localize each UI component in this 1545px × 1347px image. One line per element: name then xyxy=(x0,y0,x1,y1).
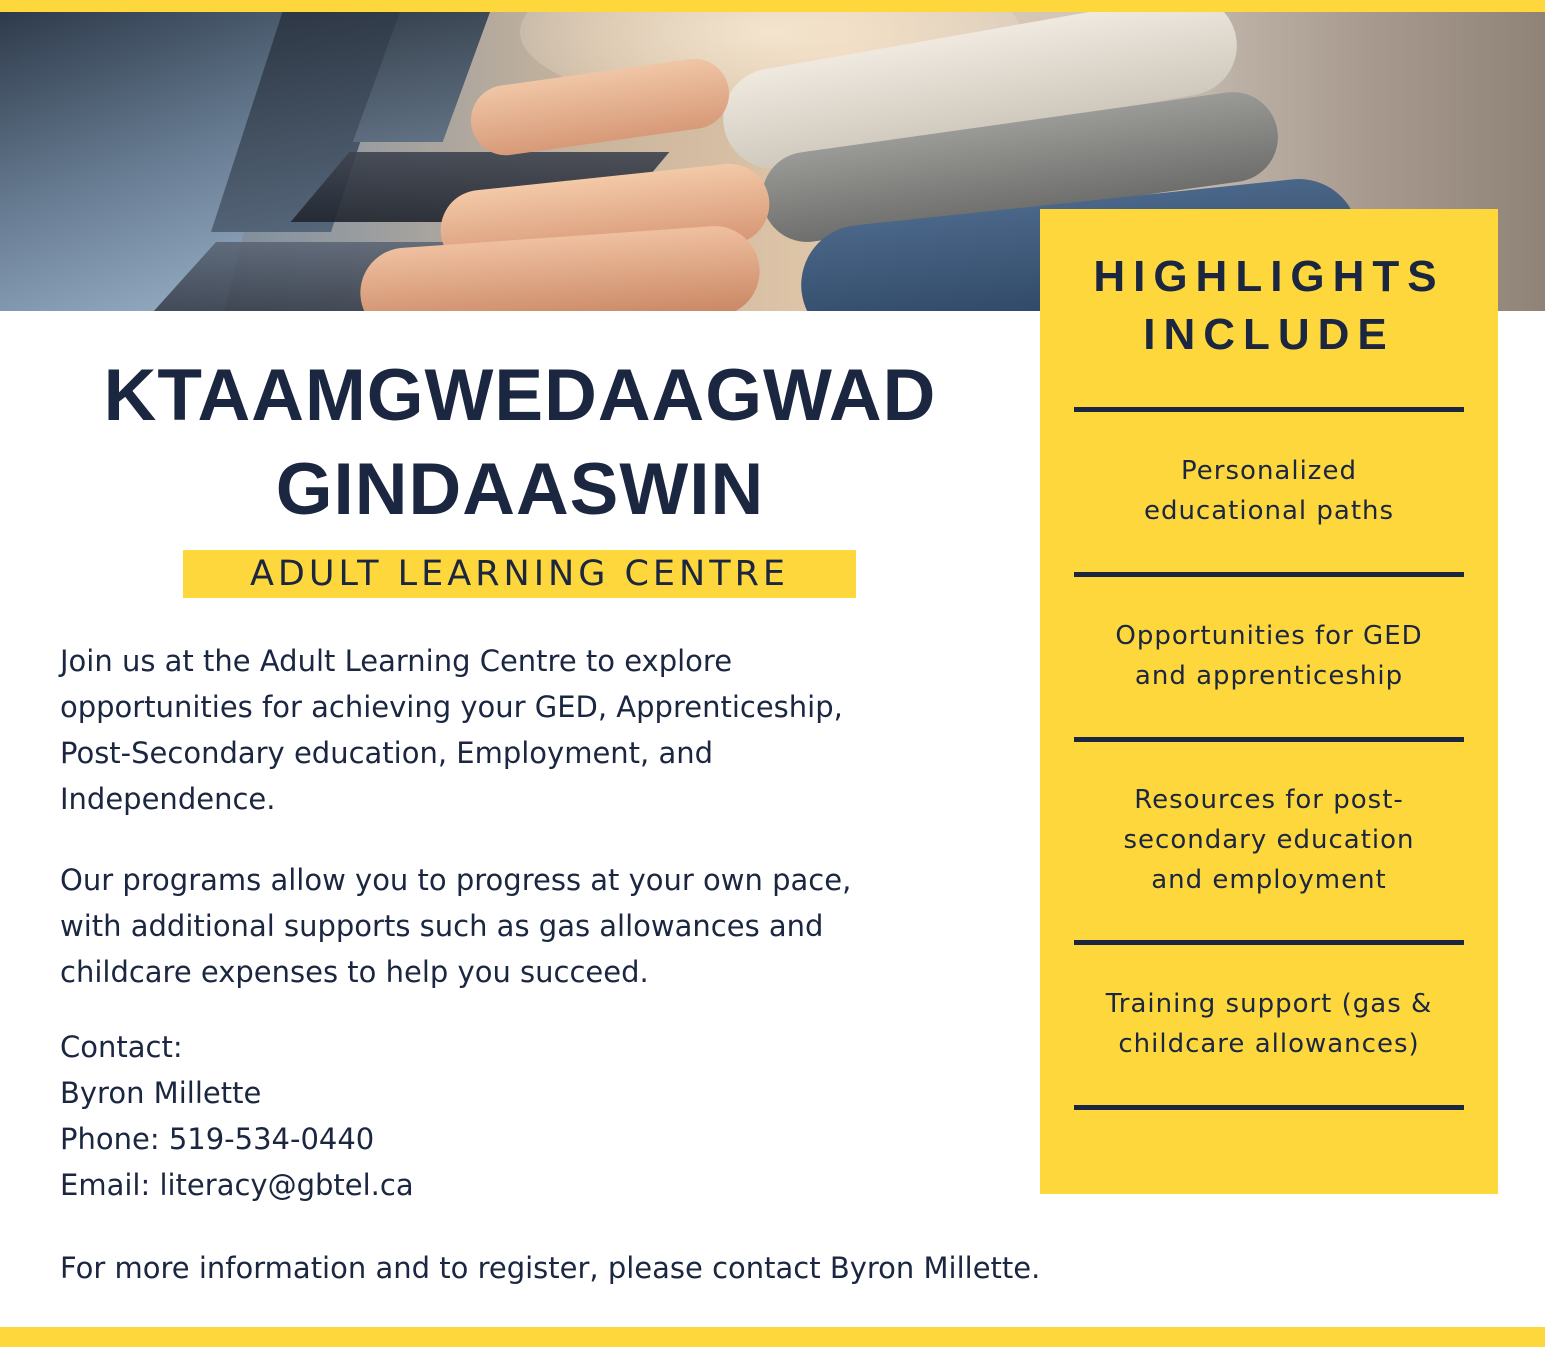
highlights-divider xyxy=(1074,572,1464,577)
intro-line: Independence. xyxy=(60,782,276,816)
highlight-item-line: Training support (gas & xyxy=(1105,989,1433,1019)
programs-paragraph xyxy=(60,857,980,995)
highlight-item-line: Opportunities for GED xyxy=(1115,621,1423,651)
contact-name: Byron Millette xyxy=(60,1076,262,1110)
highlight-item xyxy=(1050,616,1488,696)
highlights-panel xyxy=(1040,209,1498,1194)
intro-paragraph xyxy=(60,638,980,822)
footer-note xyxy=(60,1245,1041,1291)
highlights-title-line-2: INCLUDE xyxy=(1143,310,1395,359)
contact-email[interactable]: Email: literacy@gbtel.ca xyxy=(60,1168,414,1202)
intro-line: Post-Secondary education, Employment, and xyxy=(60,736,714,770)
contact-block xyxy=(60,1024,980,1208)
page-title-line-2: GINDAASWIN xyxy=(275,449,765,530)
footer-note-text: For more information and to register, please contact Byron Millette. xyxy=(60,1251,1041,1285)
highlight-item-line: Personalized xyxy=(1181,456,1357,486)
bottom-accent-bar xyxy=(0,1327,1545,1347)
programs-line: Our programs allow you to progress at your own pace, xyxy=(60,863,852,897)
intro-line: opportunities for achieving your GED, Apprenticeship, xyxy=(60,690,843,724)
subtitle-banner xyxy=(183,550,856,598)
intro-line: Join us at the Adult Learning Centre to explore xyxy=(60,644,733,678)
contact-label: Contact: xyxy=(60,1030,183,1064)
contact-phone[interactable]: Phone: 519-534-0440 xyxy=(60,1122,375,1156)
highlights-divider xyxy=(1074,1105,1464,1110)
highlight-item-line: Resources for post- xyxy=(1134,785,1404,815)
highlight-item xyxy=(1050,780,1488,900)
programs-line: childcare expenses to help you succeed. xyxy=(60,955,649,989)
hand-shape xyxy=(357,223,762,311)
highlight-item xyxy=(1050,984,1488,1064)
highlights-title-line-1: HIGHLIGHTS xyxy=(1093,252,1445,301)
subtitle-text: ADULT LEARNING CENTRE xyxy=(249,554,790,594)
highlight-item-line: secondary education xyxy=(1123,825,1415,855)
highlight-item-line: and apprenticeship xyxy=(1134,661,1404,691)
programs-line: with additional supports such as gas allowances and xyxy=(60,909,824,943)
highlights-divider xyxy=(1074,940,1464,945)
highlight-item-line: educational paths xyxy=(1143,496,1395,526)
highlight-item-line: and employment xyxy=(1151,865,1387,895)
highlight-item xyxy=(1050,451,1488,531)
highlights-divider xyxy=(1074,407,1464,412)
page-title-line-1: KTAAMGWEDAAGWAD xyxy=(103,355,937,436)
highlights-divider xyxy=(1074,737,1464,742)
highlight-item-line: childcare allowances) xyxy=(1118,1029,1420,1059)
top-accent-bar xyxy=(0,0,1545,12)
